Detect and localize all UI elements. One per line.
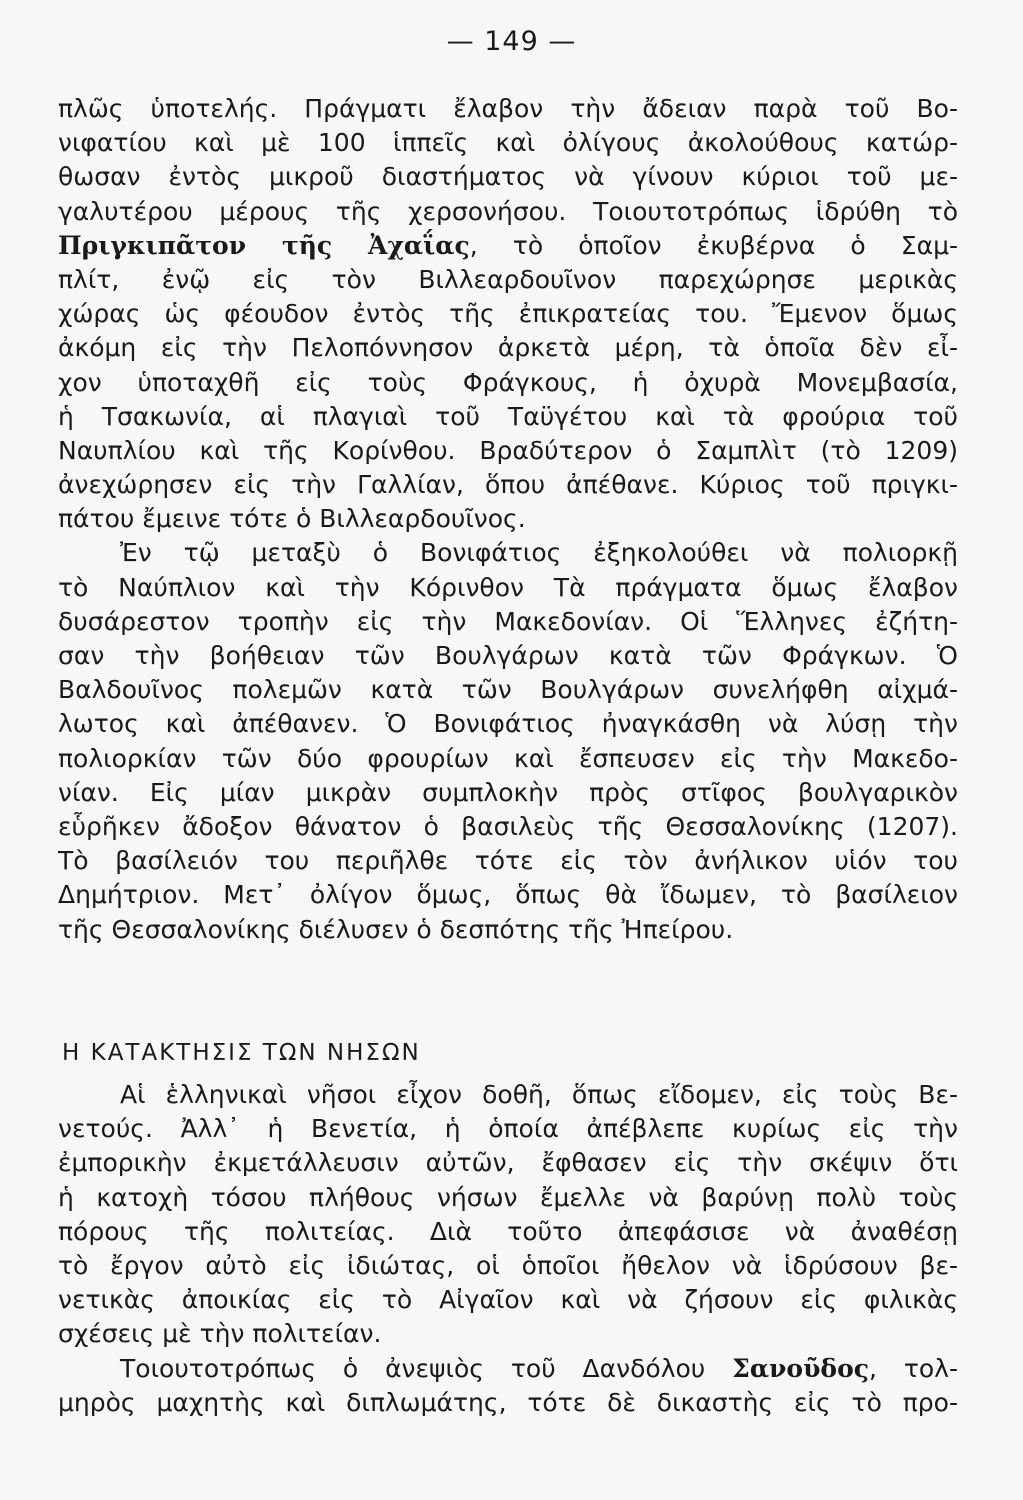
text-line: [58, 92, 958, 126]
line-text: Δημήτριον. Μετ᾿ ὀλίγον ὅμως, ὅπως θὰ ἴδωμεν, τὸ βασίλειον: [58, 880, 958, 910]
text-line: [58, 1283, 958, 1317]
page-number: — 149 —: [446, 26, 577, 57]
text-line: [58, 126, 958, 160]
line-text: εὗρῆκεν ἄδοξον θάνατον ὁ βασιλεὺς τῆς Θεσσαλονίκης (1207).: [58, 811, 958, 841]
text-line: [58, 331, 958, 365]
text-line: [58, 263, 958, 297]
text-line: [58, 707, 958, 741]
line-text: Τοιουτοτρόπως ὁ ἀνεψιὸς τοῦ Δανδόλου: [120, 1353, 733, 1383]
line-text: ἀνεχώρησεν εἰς τὴν Γαλλίαν, ὅπου ἀπέθανε. Κύριος τοῦ πριγκι-: [58, 470, 958, 500]
line-text: Ναυπλίου καὶ τῆς Κορίνθου. Βραδύτερον ὁ Σαμπλὶτ (τὸ 1209): [58, 435, 958, 465]
line-text: δυσάρεστον τροπὴν εἰς τὴν Μακεδονίαν. Οἱ Ἕλληνες ἐζήτη-: [58, 606, 958, 636]
text-line: [58, 639, 958, 673]
section1-text: [58, 92, 958, 947]
text-line: [58, 502, 958, 536]
line-text: ἡ Τσακωνία, αἱ πλαγιαὶ τοῦ Ταϋγέτου καὶ τὰ φρούρια τοῦ: [58, 401, 958, 431]
text-line: [58, 1317, 958, 1351]
line-text: μηρὸς μαχητὴς καὶ διπλωμάτης, τότε δὲ δικαστὴς εἰς τὸ προ-: [58, 1387, 958, 1417]
line-text: ἐμπορικὴν ἐκμετάλλευσιν αὐτῶν, ἔφθασεν εἰς τὴν σκέψιν ὅτι: [58, 1148, 958, 1178]
text-line: [58, 605, 958, 639]
text-line: [58, 400, 958, 434]
line-text: τὸ ἔργον αὐτὸ εἰς ἰδιώτας, οἱ ὁποῖοι ἤθελον νὰ ἱδρύσουν βε-: [58, 1250, 958, 1280]
line-text: νετικὰς ἀποικίας εἰς τὸ Αἰγαῖον καὶ νὰ ζήσουν εἰς φιλικὰς: [58, 1285, 958, 1315]
line-text: Αἱ ἑλληνικαὶ νῆσοι εἶχον δοθῆ, ὅπως εἴδομεν, εἰς τοὺς Βε-: [120, 1080, 958, 1109]
text-line: [58, 571, 958, 605]
line-text: τῆς Θεσσαλονίκης διέλυσεν ὁ δεσπότης τῆς Ἠπείρου.: [58, 914, 734, 944]
text-line: [58, 776, 958, 810]
text-line: [58, 468, 958, 502]
line-text: πλίτ, ἐνῷ εἰς τὸν Βιλλεαρδουῖνον παρεχώρησε μερικὰς: [58, 264, 958, 294]
text-line: [58, 673, 958, 707]
line-text: πάτου ἔμεινε τότε ὁ Βιλλεαρδουῖνος.: [58, 504, 526, 534]
line-text: Βαλδουῖνος πολεμῶν κατὰ τῶν Βουλγάρων συνελήφθη αἰχμά-: [58, 675, 958, 705]
text-line: [58, 434, 958, 468]
section-heading: Η ΚΑΤΑΚΤΗΣΙΣ ΤΩΝ ΝΗΣΩΝ: [62, 1040, 421, 1066]
text-line: [58, 1215, 958, 1249]
line-text: σαν τὴν βοήθειαν τῶν Βουλγάρων κατὰ τῶν Φράγκων. Ὁ: [58, 641, 958, 670]
text-line: [58, 297, 958, 331]
text-line: [58, 844, 958, 878]
line-text: τὸ Ναύπλιον καὶ τὴν Κόρινθον Τὰ πράγματα ὅμως ἔλαβον: [58, 572, 958, 602]
text-line: [58, 1078, 958, 1112]
line-text: πλῶς ὑποτελής. Πράγματι ἔλαβον τὴν ἄδειαν παρὰ τοῦ Βο-: [58, 94, 958, 123]
text-line: [58, 742, 958, 776]
line-text: ἀκόμη εἰς τὴν Πελοπόννησον ἀρκετὰ μέρη, τὰ ὁποῖα δὲν εἶ-: [58, 333, 958, 363]
text-line: [58, 1146, 958, 1180]
line-text: θωσαν ἐντὸς μικροῦ διαστήματος νὰ γίνουν κύριοι τοῦ με-: [58, 162, 958, 192]
line-text: Ἐν τῷ μεταξὺ ὁ Βονιφάτιος ἐξηκολούθει νὰ πολιορκῇ: [120, 538, 958, 568]
line-text: πολιορκίαν τῶν δύο φρουρίων καὶ ἔσπευσεν εἰς τὴν Μακεδο-: [58, 743, 958, 773]
text-line: [58, 1112, 958, 1146]
line-text: πόρους τῆς πολιτείας. Διὰ τοῦτο ἀπεφάσισε νὰ ἀναθέσῃ: [58, 1216, 958, 1246]
bold-name: Σανοῦδος: [732, 1353, 869, 1383]
line-text-after: , τολ-: [869, 1353, 958, 1383]
text-line: [58, 1386, 958, 1420]
line-text: Τὸ βασίλειόν του περιῆλθε τότε εἰς τὸν ἀνήλικον υἱόν του: [58, 846, 958, 876]
line-text: νιφατίου καὶ μὲ 100 ἱππεῖς καὶ ὀλίγους ἀκολούθους κατώρ-: [58, 128, 958, 158]
section2-text: [58, 1078, 958, 1420]
line-text: χώρας ὡς φέουδον ἐντὸς τῆς ἐπικρατείας του. Ἔμενον ὅμως: [58, 299, 958, 329]
line-text: χον ὑποταχθῆ εἰς τοὺς Φράγκους, ἡ ὀχυρὰ Μονεμβασία,: [58, 367, 958, 397]
text-line: [58, 195, 958, 229]
line-text: , τὸ ὁποῖον ἐκυβέρνα ὁ Σαμ-: [469, 230, 958, 260]
text-line: [58, 1181, 958, 1215]
text-line: [58, 1249, 958, 1283]
text-line: [58, 878, 958, 912]
text-line: [58, 1352, 958, 1386]
text-line: [58, 913, 958, 947]
line-text: σχέσεις μὲ τὴν πολιτείαν.: [58, 1319, 382, 1349]
line-text: νετούς. Ἀλλ᾿ ἡ Βενετία, ἡ ὁποία ἀπέβλεπε κυρίως εἰς τὴν: [58, 1114, 958, 1144]
line-text: γαλυτέρου μέρους τῆς χερσονήσου. Τοιουτοτρόπως ἱδρύθη τὸ: [58, 196, 958, 226]
text-line: [58, 160, 958, 194]
line-text: ἡ κατοχὴ τόσου πλήθους νήσων ἔμελλε νὰ βαρύνῃ πολὺ τοὺς: [58, 1182, 958, 1212]
text-line: [58, 536, 958, 570]
text-line: [58, 810, 958, 844]
text-line: [58, 366, 958, 400]
line-text: νίαν. Εἰς μίαν μικρὰν συμπλοκὴν πρὸς στῖφος βουλγαρικὸν: [58, 777, 958, 807]
text-line: [58, 229, 958, 263]
line-text: λωτος καὶ ἀπέθανεν. Ὁ Βονιφάτιος ἠναγκάσθη νὰ λύσῃ τὴν: [58, 709, 958, 739]
bold-term: Πριγκιπᾶτον τῆς Ἀχαΐας: [58, 230, 470, 260]
